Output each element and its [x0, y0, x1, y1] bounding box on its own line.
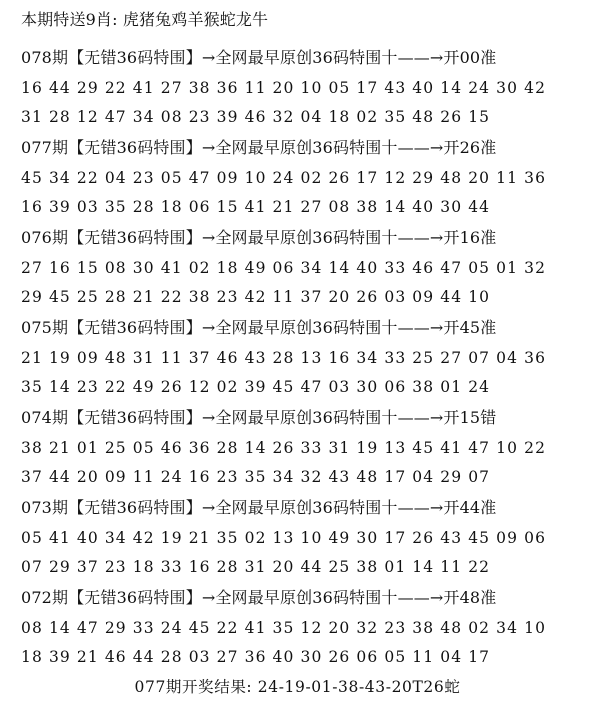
issue-numbers-row-076-2: 29 45 25 28 21 22 38 23 42 11 37 20 26 03 09 44 10	[21, 288, 491, 306]
issue-numbers-row-072-1: 08 14 47 29 33 24 45 22 41 35 12 20 32 23 38 48 02 34 10	[21, 619, 547, 637]
issue-numbers-row-074-2: 37 44 20 09 11 24 16 23 35 34 32 43 48 17 04 29 07	[21, 468, 491, 486]
issue-numbers-row-078-2: 31 28 12 47 34 08 23 39 46 32 04 18 02 35 48 26 15	[21, 108, 491, 126]
issue-title-073: 073期【无错36码特围】→全网最早原创36码特围十——→开44准	[21, 498, 497, 517]
issue-title-074: 074期【无错36码特围】→全网最早原创36码特围十——→开15错	[21, 408, 497, 427]
issue-title-076: 076期【无错36码特围】→全网最早原创36码特围十——→开16准	[21, 228, 497, 247]
issue-numbers-row-077-2: 16 39 03 35 28 18 06 15 41 21 27 08 38 14 40 30 44	[21, 198, 491, 216]
issue-title-072: 072期【无错36码特围】→全网最早原创36码特围十——→开48准	[21, 588, 497, 607]
issue-numbers-row-073-2: 07 29 37 23 18 33 16 28 31 20 44 25 38 01 14 11 22	[21, 558, 491, 576]
issue-numbers-row-076-1: 27 16 15 08 30 41 02 18 49 06 34 14 40 33 46 47 05 01 32	[21, 259, 547, 277]
issue-title-077: 077期【无错36码特围】→全网最早原创36码特围十——→开26准	[21, 138, 497, 157]
header-line: 本期特送9肖: 虎猪兔鸡羊猴蛇龙牛	[21, 10, 269, 29]
issue-title-078: 078期【无错36码特围】→全网最早原创36码特围十——→开00准	[21, 48, 497, 67]
issue-numbers-row-075-1: 21 19 09 48 31 11 37 46 43 28 13 16 34 33 25 27 07 04 36	[21, 349, 547, 367]
draw-result-footer: 077期开奖结果: 24-19-01-38-43-20T26蛇	[134, 678, 461, 696]
issue-title-075: 075期【无错36码特围】→全网最早原创36码特围十——→开45准	[21, 318, 497, 337]
issue-numbers-row-077-1: 45 34 22 04 23 05 47 09 10 24 02 26 17 12 29 48 20 11 36	[21, 169, 547, 187]
issue-numbers-row-074-1: 38 21 01 25 05 46 36 28 14 26 33 31 19 13 45 41 47 10 22	[21, 439, 547, 457]
issue-numbers-row-075-2: 35 14 23 22 49 26 12 02 39 45 47 03 30 06 38 01 24	[21, 378, 491, 396]
issue-numbers-row-072-2: 18 39 21 46 44 28 03 27 36 40 30 26 06 05 11 04 17	[21, 648, 491, 666]
issue-numbers-row-073-1: 05 41 40 34 42 19 21 35 02 13 10 49 30 17 26 43 45 09 06	[21, 529, 547, 547]
issue-numbers-row-078-1: 16 44 29 22 41 27 38 36 11 20 10 05 17 43 40 14 24 30 42	[21, 79, 547, 97]
